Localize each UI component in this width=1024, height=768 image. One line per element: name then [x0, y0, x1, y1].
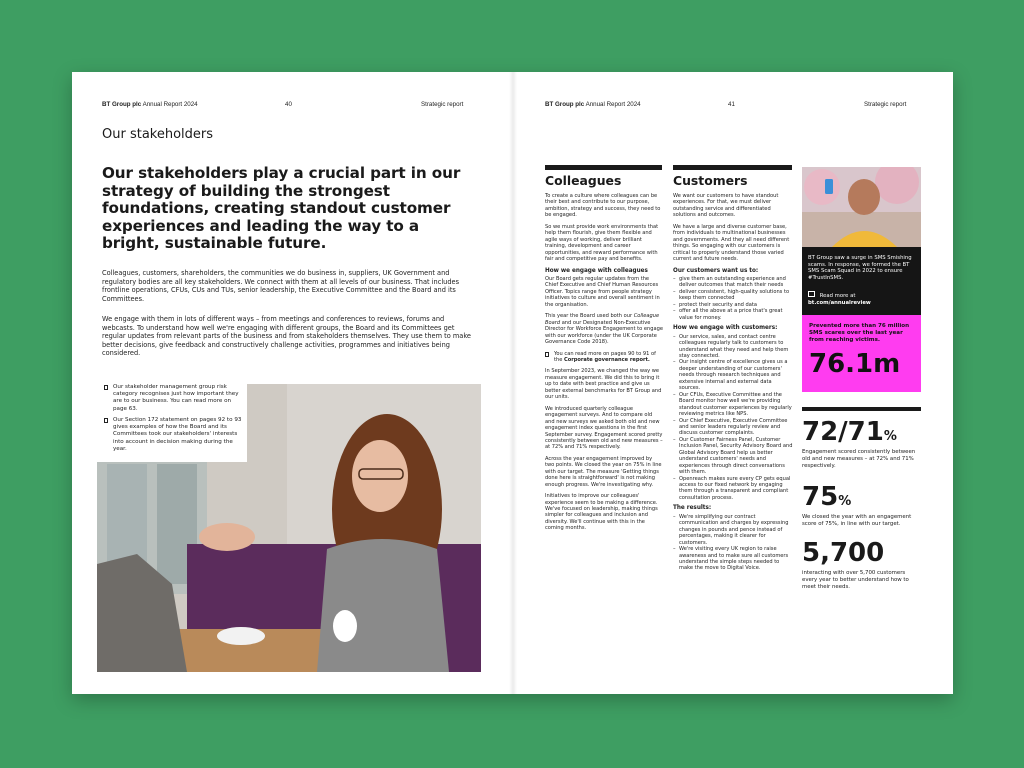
list-item: – offer all the above at a price that's great value for money.	[673, 308, 793, 321]
colleagues-p5: In September 2023, we changed the way we measure engagement. We did this to bring it up to date with best practice and give us better external benchmarks for BT Group and our units.	[545, 368, 662, 401]
stat-description: interacting with over 5,700 customers every year to better understand how to meet their needs.	[802, 570, 909, 590]
list-item: – Our Customer Fairness Panel, Customer Inclusion Panel, Security Advisory Board and Global Advisory Board help us better understand customers' needs and experiences through direct conversations with them.	[673, 437, 793, 476]
customers-engage-list	[673, 334, 793, 502]
stat-description: We closed the year with an engagement score of 75%, in line with our target.	[802, 514, 912, 527]
right-page	[513, 72, 953, 694]
customers-rule	[673, 165, 792, 170]
stat-value: 5,700	[802, 538, 885, 568]
colleagues-heading: Colleagues	[545, 173, 622, 188]
list-item: – protect their security and data	[673, 302, 793, 308]
colleagues-p6: We introduced quarterly colleague engagement surveys. And to compare old and new surveys we asked both old and new engagement index questions in the first September survey. Engagement scored pretty consistently between old and new measures – at 72% and 71% respectively.	[545, 405, 663, 451]
colleagues-p3: Our Board gets regular updates from the Chief Executive and Chief Human Resources Officer. Topics range from people strategy initiatives to culture and overall sentiment in the organisation.	[545, 275, 660, 308]
document-icon	[545, 352, 549, 357]
section-label: Strategic report	[864, 101, 907, 108]
customers-p1: We want our customers to have standout experiences. For that, we must deliver outstanding service and differentiated solutions and outcomes.	[673, 193, 779, 219]
sms-stat-text: Prevented more than 76 million SMS scares over the last year from reaching victims.	[809, 323, 910, 343]
document-icon	[104, 418, 108, 423]
stats-rule	[802, 407, 921, 411]
section-label: Strategic report	[421, 101, 464, 108]
list-item: – Our insight centre of excellence gives us a deeper understanding of our customers' needs through research techniques and extensive internal and external data sources.	[673, 359, 793, 391]
sms-scam-text: BT Group saw a surge in SMS Smishing scams. In response, we formed the BT SMS Scam Squad in 2022 to ensure #TrustInSMS.	[808, 255, 912, 282]
org-name: BT Group plc	[545, 101, 585, 108]
stat-description: Engagement scored consistently between old and new measures – at 72% and 71% respectively.	[802, 449, 916, 469]
list-item: – Our service, sales, and contact centre colleagues regularly talk to customers to understand what they need and help them stay connected.	[673, 334, 793, 360]
colleagues-p2: So we must provide work environments that help them flourish, give them flexible and agile ways of working, deliver brilliant training, development and career opportunities, and reward performance with fair and competitive pay and benefits.	[545, 223, 659, 263]
read-more: Read more at bt.com/annualreview	[808, 293, 871, 306]
colleagues-p7: Across the year engagement improved by two points. We closed the year on 75% in line with our target. The measure 'Getting things done here is straightforward' is not making enough progress. We're investigating why.	[545, 455, 662, 488]
customers-heading: Customers	[673, 173, 748, 188]
intro-paragraph-2: We engage with them in lots of different ways – from meetings and conferences to reviews, forums and webcasts. To understand how well we're engaging with different groups, the Board and its Committees get regular updates from relevant parts of the business and from stakeholders themselves. They use them to make better decisions, give feedback and constructively challenge activities, programmes and initiatives being considered.	[102, 315, 471, 358]
report-spread	[72, 72, 953, 694]
customers-want-list	[673, 276, 793, 321]
reference-note-2: Our Section 172 statement on pages 92 to 93 gives examples of how the Board and its Committees took our stakeholders' interests into account in decision making during the year.	[104, 417, 242, 453]
document-icon	[104, 385, 108, 390]
reference-note-1: Our stakeholder management group risk category recognises just how important they are to our business. You can read more on page 63.	[104, 384, 242, 413]
sms-scam-box	[802, 247, 921, 315]
results-heading: The results:	[673, 505, 712, 512]
sms-stat-value: 76.1m	[809, 349, 901, 379]
colleagues-p8: Initiatives to improve our colleagues' experience seem to be making a difference. We've focused on leadership, making things simpler for colleagues and inclusion and diversity. We'll continue with this in the coming months.	[545, 493, 658, 532]
screen-icon	[808, 291, 815, 297]
stat-unit: %	[838, 494, 852, 509]
colleagues-p1: To create a culture where colleagues can be their best and contribute to our purpose, ambition, strategy and success, they need to be engaged.	[545, 193, 661, 219]
list-item: – Our CFUs, Executive Committee and the Board monitor how well we're providing standout customer experiences by regularly reviewing metrics like NPS.	[673, 392, 793, 418]
stat-customers	[802, 538, 921, 590]
stat-value: 72/71	[802, 417, 884, 447]
stat-value: 75	[802, 482, 839, 512]
stat-unit: %	[883, 429, 897, 444]
list-item: – deliver consistent, high-quality solutions to keep them connected	[673, 289, 793, 302]
report-name: Annual Report 2024	[585, 101, 641, 108]
list-item: – give them an outstanding experience and deliver outcomes that match their needs	[673, 276, 793, 289]
customers-engage-heading: How we engage with customers:	[673, 325, 778, 332]
list-item: – We're simplifying our contract communication and charges by expressing changes in pounds and pence instead of percentages, making it clearer for customers.	[673, 514, 793, 546]
governance-report-link[interactable]: Corporate governance report.	[564, 356, 650, 363]
lead-statement: Our stakeholders play a crucial part in our strategy of building the strongest foundations, creating standout customer experiences and leading the way to a bright, sustainable future.	[102, 164, 461, 252]
list-item: – Openreach makes sure every CP gets equal access to our fixed network by engaging them through a transparent and compliant consultation process.	[673, 476, 793, 502]
customer-photo	[802, 167, 921, 247]
customers-p2: We have a large and diverse customer base, from individuals to multinational businesses and governments. And they all need different things. So engaging with our customers is critical to properly understand those varied current and future needs.	[673, 223, 790, 263]
references-box	[97, 384, 247, 462]
colleagues-rule	[545, 165, 662, 170]
running-header-right	[545, 101, 641, 108]
section-title: Our stakeholders	[102, 127, 214, 142]
list-item: – Our Chief Executive, Executive Committee and senior leaders regularly review and discuss customer complaints.	[673, 418, 793, 437]
left-page	[72, 72, 512, 694]
list-item: – We're visiting every UK region to raise awareness and to make sure all customers understand the simple steps needed to make the move to Digital Voice.	[673, 546, 793, 572]
results-list	[673, 514, 793, 572]
colleagues-body	[545, 193, 663, 537]
governance-reference: You can read more on pages 90 to 91 of the Corporate governance report.	[545, 351, 663, 364]
page-number: 41	[728, 101, 735, 108]
intro-paragraph-1: Colleagues, customers, shareholders, the communities we do business in, suppliers, UK Government and regulatory bodies are all key stakeholders. We connect with them at all levels of our business. That includes frontline operations, CFUs, CUs and TUs, senior leadership, the Executive Committee and the Board and its Committees.	[102, 269, 460, 303]
colleagues-subheading: How we engage with colleagues	[545, 267, 648, 274]
customers-want-heading: Our customers want us to:	[673, 267, 759, 274]
customers-body	[673, 193, 793, 576]
page-number: 40	[285, 101, 292, 108]
annual-review-link[interactable]: bt.com/annualreview	[808, 299, 871, 306]
sms-stat-box	[802, 315, 921, 392]
stat-closing-score	[802, 482, 921, 528]
report-name: Annual Report 2024	[142, 101, 198, 108]
org-name: BT Group plc	[102, 101, 142, 108]
stat-engagement	[802, 417, 921, 469]
colleagues-p4: This year the Board used both our Colleague Board and our Designated Non-Executive Director for Workforce Engagement to engage with our workforce (under the UK Corporate Governance Code 2018).	[545, 313, 663, 346]
running-header-left	[102, 101, 198, 108]
